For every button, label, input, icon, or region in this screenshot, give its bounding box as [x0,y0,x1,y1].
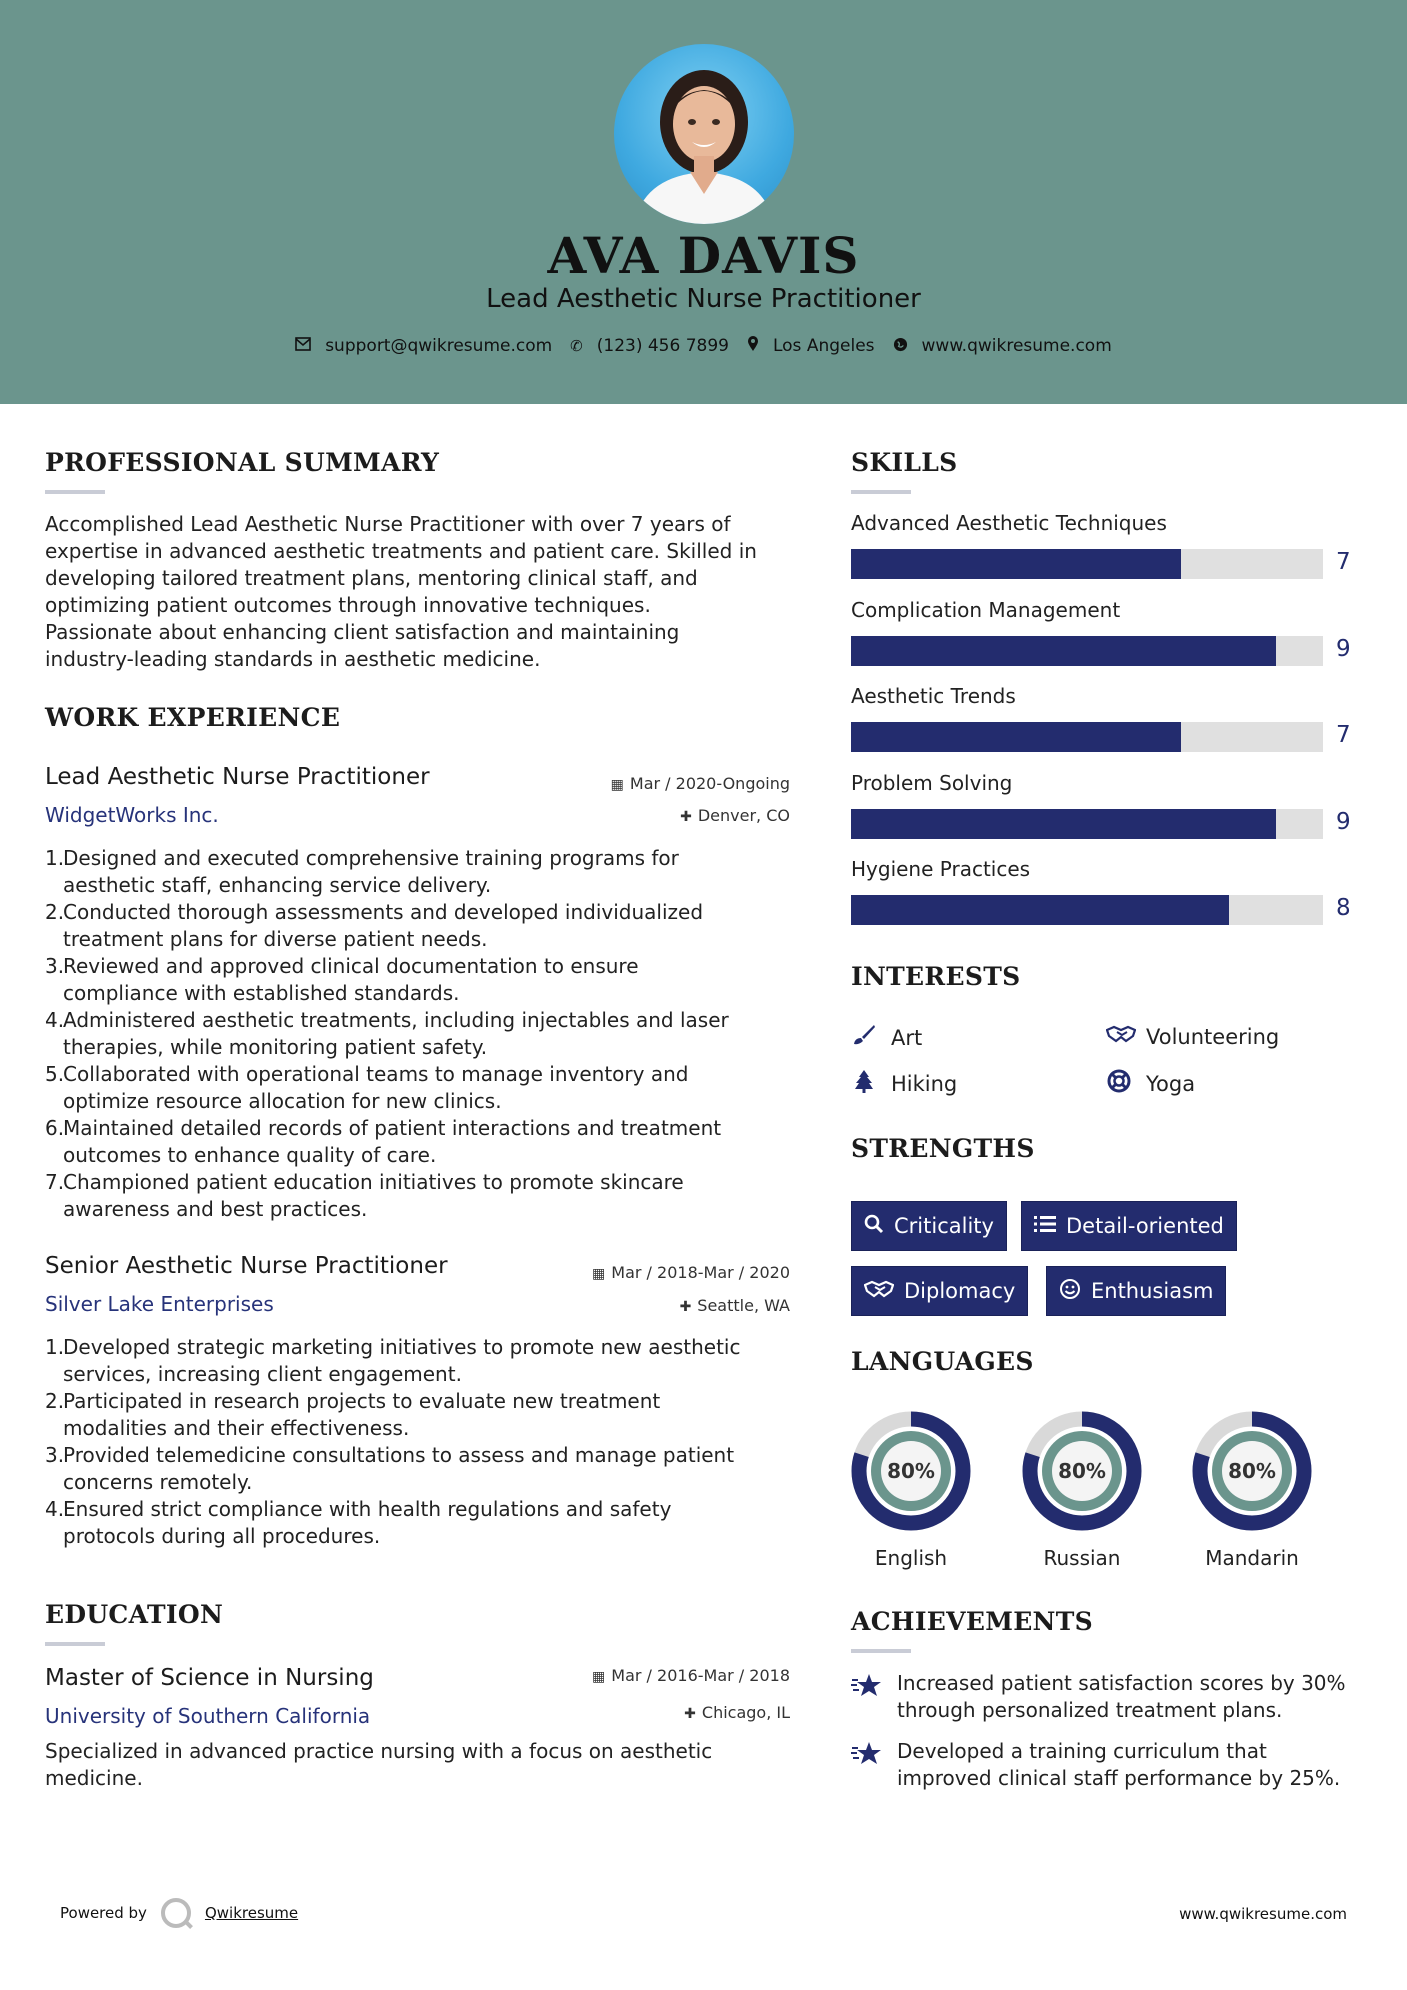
skill-bar-track [851,549,1323,579]
skills-heading: SKILLS [851,448,958,477]
skill-value: 8 [1336,895,1351,921]
interest-yoga [1106,1069,1195,1098]
map-pin-icon [747,336,759,356]
job-location [490,1296,790,1315]
summary-text [45,511,805,673]
location-text: Los Angeles [772,336,875,356]
achievement-line: Increased patient satisfaction scores by 30% [897,1671,1346,1695]
profile-photo [614,44,794,224]
education-dates [490,1666,790,1685]
education-line: medicine. [45,1766,143,1790]
strength-label: Enthusiasm [1091,1279,1214,1303]
achievements-rule [851,1649,911,1653]
summary-heading: PROFESSIONAL SUMMARY [45,448,440,477]
list-item: 4. Administered aesthetic treatments, including injectables and laser therapies, while monitoring patient safety. [45,1008,729,1059]
achievement-line: Developed a training curriculum that [897,1739,1267,1763]
interest-label: Art [891,1025,923,1050]
education-heading: EDUCATION [45,1600,224,1629]
list-item: 2. Participated in research projects to evaluate new treatment modalities and their effectiveness. [45,1389,661,1440]
email-text: support@qwikresume.com [325,336,553,356]
search-icon [864,1214,884,1239]
education-location [490,1703,790,1722]
skill-bar-track [851,636,1323,666]
experience-heading: WORK EXPERIENCE [45,703,341,732]
list-item: 5. Collaborated with operational teams to manage inventory and optimize resource allocation for new clinics. [45,1062,689,1113]
list-item: 4. Ensured strict compliance with health regulations and safety protocols during all procedures. [45,1497,672,1548]
language-name: Mandarin [1205,1546,1299,1570]
skill-value: 7 [1336,722,1351,748]
interests-heading: INTERESTS [851,962,1021,991]
contact-website[interactable] [893,336,1112,356]
skill-value: 7 [1336,549,1351,575]
education-rule [45,1642,105,1646]
smile-icon [1059,1278,1081,1305]
globe-icon [893,337,908,356]
tree-icon [851,1069,877,1098]
contact-bar [0,336,1407,356]
location-text: Denver, CO [697,806,790,825]
skill-bar-track [851,895,1323,925]
achievements-heading: ACHIEVEMENTS [851,1607,1093,1636]
achievement-item [851,1670,1371,1724]
school-name: University of Southern California [45,1704,371,1728]
pushpin-icon: ✚ [684,1706,696,1722]
language-item [1187,1410,1317,1570]
location-text: Chicago, IL [701,1703,790,1722]
location-text: Seattle, WA [697,1296,790,1315]
job-duties-list [45,1334,805,1550]
list-item: 2. Conducted thorough assessments and developed individualized treatment plans for diverse patient needs. [45,900,704,951]
strength-label: Detail-oriented [1066,1214,1224,1238]
company-name: WidgetWorks Inc. [45,803,219,827]
interest-label: Volunteering [1146,1024,1280,1049]
phone-text: (123) 456 7899 [596,336,729,356]
job-title: Lead Aesthetic Nurse Practitioner [45,764,430,790]
education-line: Specialized in advanced practice nursing with a focus on aesthetic [45,1739,713,1763]
dates-text: Mar / 2020-Ongoing [629,774,790,793]
skill-name: Problem Solving [851,770,1013,795]
achievement-line: through personalized treatment plans. [897,1698,1283,1722]
list-item: 1. Designed and executed comprehensive training programs for aesthetic staff, enhancing service delivery. [45,846,679,897]
skill-bar-track [851,809,1323,839]
strength-tag-detail-oriented [1021,1201,1237,1251]
candidate-name: AVA DAVIS [547,226,860,285]
job-duties-list [45,845,805,1223]
handshake-icon [864,1279,894,1304]
strength-tag-enthusiasm [1046,1266,1226,1316]
language-percent: 80% [1058,1459,1106,1483]
calendar-icon: ▦ [610,777,624,793]
summary-line: developing tailored treatment plans, mentoring clinical staff, and [45,566,698,590]
education-description [45,1738,805,1792]
languages-heading: LANGUAGES [851,1347,1034,1376]
summary-line: optimizing patient outcomes through innovative techniques. [45,593,651,617]
qwikresume-logo-icon [161,1898,191,1928]
summary-rule [45,490,105,494]
skill-bar-fill [851,895,1229,925]
language-percent: 80% [1228,1459,1276,1483]
skill-name: Hygiene Practices [851,857,1031,881]
language-item [1017,1410,1147,1570]
powered-by-text: Powered by [60,1904,147,1922]
dates-text: Mar / 2016-Mar / 2018 [611,1666,790,1685]
company-name: Silver Lake Enterprises [45,1292,274,1316]
summary-line: expertise in advanced aesthetic treatments and patient care. Skilled in [45,539,757,563]
language-ring [850,1410,972,1532]
contact-phone[interactable] [570,336,729,356]
lifebuoy-icon [1106,1069,1132,1098]
summary-line: Passionate about enhancing client satisfaction and maintaining [45,620,680,644]
strengths-heading: STRENGTHS [851,1134,1035,1163]
pushpin-icon: ✚ [679,1299,692,1315]
contact-location [747,336,875,356]
phone-icon: ✆ [570,337,583,355]
pushpin-icon: ✚ [680,809,692,825]
star-badge-icon [851,1670,883,1724]
skill-name: Advanced Aesthetic Techniques [851,511,1167,535]
skill-name: Complication Management [851,597,1121,622]
contact-email[interactable] [295,336,552,356]
strength-label: Criticality [894,1214,994,1238]
achievement-line: improved clinical staff performance by 25%. [897,1766,1341,1790]
strength-tag-diplomacy [851,1266,1028,1316]
skill-bar-fill [851,722,1181,752]
language-item [846,1410,976,1570]
interest-hiking [851,1069,957,1098]
language-percent: 80% [887,1459,935,1483]
list-item: 3. Reviewed and approved clinical documentation to ensure compliance with established standards. [45,954,639,1005]
footer-powered-by [60,1898,298,1928]
list-item: 1. Developed strategic marketing initiatives to promote new aesthetic services, increasing client engagement. [45,1335,741,1386]
skill-name: Aesthetic Trends [851,684,1016,708]
skill-bar-track [851,722,1323,752]
envelope-icon [295,337,311,355]
summary-line: industry-leading standards in aesthetic medicine. [45,647,541,671]
skill-value: 9 [1336,808,1351,835]
language-ring [1191,1410,1313,1532]
language-name: Russian [1043,1546,1121,1570]
paintbrush-icon [851,1024,877,1051]
interest-label: Hiking [891,1071,958,1096]
website-text: www.qwikresume.com [921,336,1112,356]
skill-bar-fill [851,809,1276,839]
job-location [490,806,790,825]
skill-bar-fill [851,636,1276,666]
skill-bar-fill [851,549,1181,579]
achievement-item [851,1738,1371,1792]
interest-label: Yoga [1146,1071,1196,1096]
star-badge-icon [851,1738,883,1792]
job-title: Senior Aesthetic Nurse Practitioner [45,1253,448,1279]
list-item: 7. Championed patient education initiatives to promote skincare awareness and best practices. [45,1170,684,1221]
calendar-icon: ▦ [592,1669,606,1685]
degree-title: Master of Science in Nursing [45,1665,374,1691]
list-item: 3. Provided telemedicine consultations to assess and manage patient concerns remotely. [45,1443,735,1494]
list-item: 6. Maintained detailed records of patient interactions and treatment outcomes to enhance quality of care. [45,1116,722,1167]
strength-tag-criticality [851,1201,1007,1251]
resume-header [0,0,1407,404]
skill-value: 9 [1336,635,1351,662]
interest-art [851,1024,922,1051]
calendar-icon: ▦ [592,1266,606,1282]
job-dates [490,774,790,793]
brand-link[interactable]: Qwikresume [204,1904,299,1922]
summary-line: Accomplished Lead Aesthetic Nurse Practitioner with over 7 years of [45,512,731,536]
dates-text: Mar / 2018-Mar / 2020 [611,1263,790,1282]
handshake-icon [1106,1024,1132,1049]
list-icon [1034,1214,1056,1238]
interest-volunteering [1106,1024,1279,1049]
skills-rule [851,490,911,494]
candidate-title: Lead Aesthetic Nurse Practitioner [486,284,921,314]
language-name: English [874,1546,948,1570]
language-ring [1021,1410,1143,1532]
job-dates [490,1263,790,1282]
strength-label: Diplomacy [904,1279,1016,1303]
footer-website[interactable]: www.qwikresume.com [1179,1905,1347,1923]
